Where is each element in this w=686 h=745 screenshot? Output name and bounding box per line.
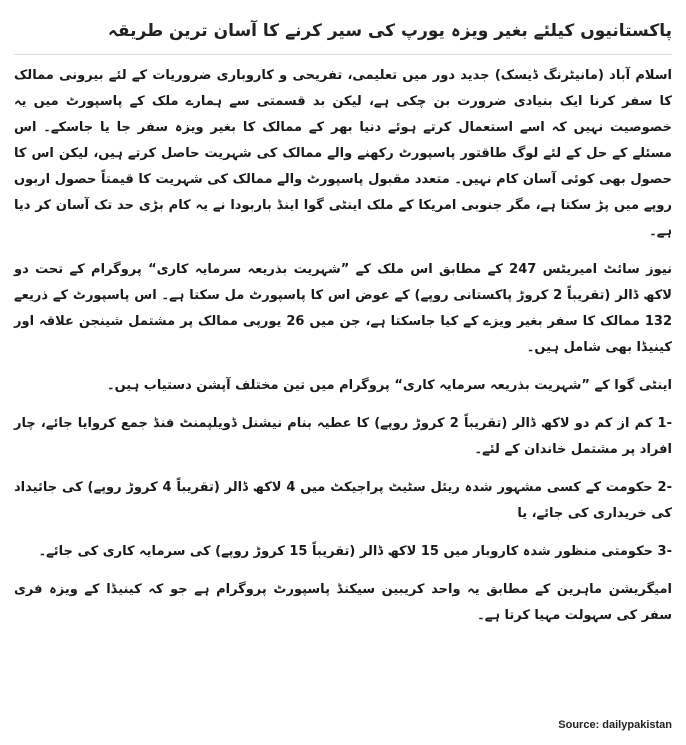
paragraph-option-2: -2 حکومت کے کسی مشہور شدہ ریئل سٹیٹ پراجیکٹ میں 4 لاکھ ڈالر (تقریباً 4 کروڑ روپے) کی جائیداد کی خریداری کی جائے، یا	[14, 480, 672, 521]
paragraph-option-3: -3 حکومتی منظور شدہ کاروبار میں 15 لاکھ ڈالر (تقریباً 15 کروڑ روپے) کی سرمایہ کاری کی جائے۔	[38, 544, 672, 559]
paragraph-intro: اسلام آباد (مانیٹرنگ ڈیسک) جدید دور میں تعلیمی، تفریحی و کاروباری ضروریات کے لئے بیرونی ممالک کا سفر کرنا ایک بنیادی ضرورت بن چکی ہے، لیکن بد قسمتی سے ہمارے ملک کے پاسپورٹ میں یہ خصوصیت نہیں کہ اسے استعمال کرتے ہوئے دنیا بھر کے ممالک کا بغیر ویزہ سفر جا یا جاسکے۔ اس مسئلے کے حل کے لئے لوگ طاقتور پاسپورٹ رکھنے والے ممالک کی شہریت حاصل کرتے ہیں، لیکن اس کا حصول بھی کوئی آسان کام نہیں۔ متعدد مقبول پاسپورٹ والے ممالک کی شہریت کا قیمتاً حصول اربوں روپے میں پڑ سکتا ہے، مگر جنوبی امریکا کے ملک اینٹی گوا اینڈ باربودا نے یہ کام بڑی حد تک آسان کر دیا ہے۔	[14, 68, 672, 239]
paragraph-conclusion: امیگریشن ماہرین کے مطابق یہ واحد کریبین سیکنڈ پاسپورٹ پروگرام ہے جو کہ کینیڈا کے ویزہ فری سفر کی سہولت مہیا کرتا ہے۔	[14, 582, 672, 623]
paragraph-program: نیوز سائٹ امیریٹس 247 کے مطابق اس ملک کے ”شہریت بذریعہ سرمایہ کاری“ پروگرام کے تحت دو لاکھ ڈالر (تقریباً 2 کروڑ پاکستانی روپے) کے عوض اس کا پاسپورٹ مل سکتا ہے۔ اس پاسپورٹ کے ذریعے 132 ممالک کا سفر بغیر ویزے کے کیا جاسکتا ہے، جن میں 26 یورپی ممالک پر مشتمل شینجن علاقہ اور کینیڈا بھی شامل ہیں۔	[14, 262, 673, 355]
headline: پاکستانیوں کیلئے بغیر ویزہ یورپ کی سیر کرنے کا آسان ترین طریقہ	[14, 14, 672, 55]
paragraph-option-1: -1 کم از کم دو لاکھ ڈالر (تقریباً 2 کروڑ روپے) کا عطیہ بنام نیشنل ڈویلپمنٹ فنڈ جمع کروایا جائے، چار افراد پر مشتمل خاندان کے لئے۔	[14, 416, 672, 457]
article-body	[14, 63, 672, 629]
paragraph-options-intro: اینٹی گوا کے ”شہریت بذریعہ سرمایہ کاری“ پروگرام میں تین مختلف آپشن دستیاب ہیں۔	[106, 378, 672, 393]
source-credit: Source: dailypakistan	[558, 719, 672, 731]
